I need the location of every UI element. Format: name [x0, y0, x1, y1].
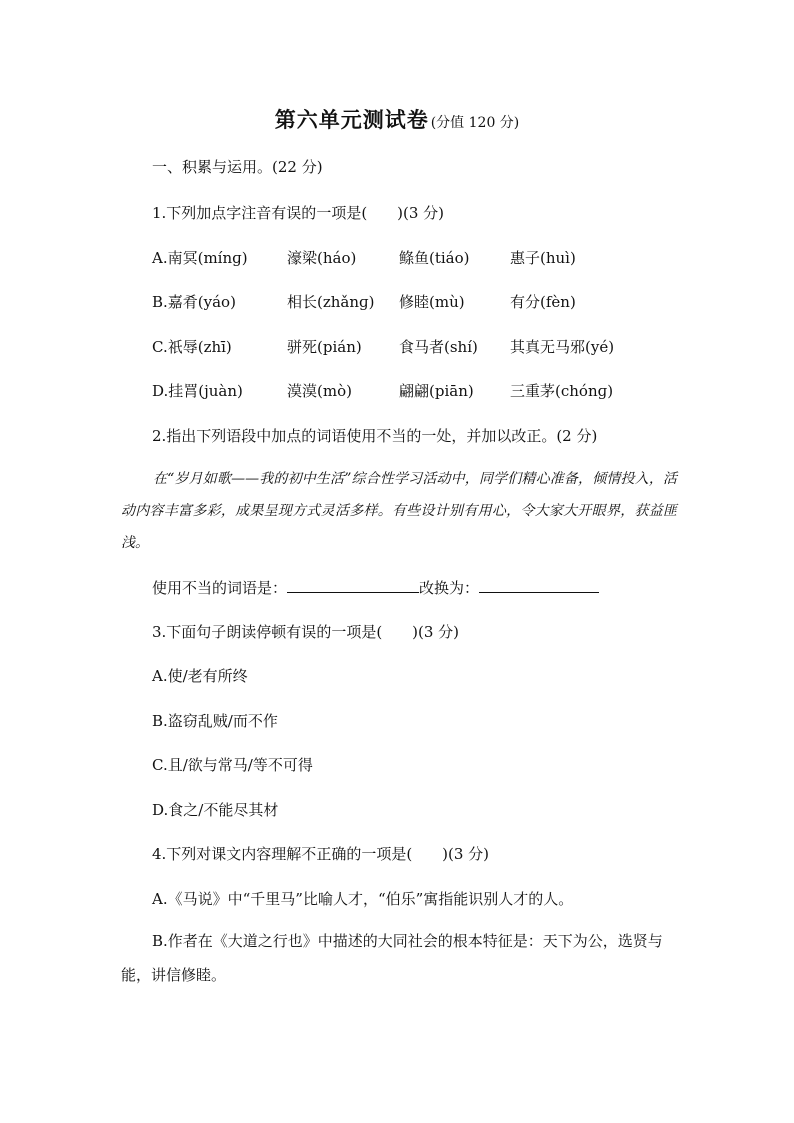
q2-answer-label-2: 改换为： — [419, 579, 480, 597]
q1-d-item-4: 三重茅(chónɡ) — [510, 382, 614, 400]
q3-option-d: D.食之/不能尽其材 — [152, 801, 279, 819]
q3-option-a: A.使/老有所终 — [152, 667, 248, 685]
q1-b-item-4: 有分(fèn) — [510, 293, 576, 311]
q2-answer-label-1: 使用不当的词语是： — [152, 579, 288, 597]
q1-a-item-3: 鲦鱼(tiáo) — [399, 249, 470, 267]
q1-a-item-4: 惠子(huì) — [510, 249, 576, 267]
q1-c-item-2: 骈死(pián) — [287, 338, 362, 356]
q1-c-item-3: 食马者(shí) — [399, 338, 478, 356]
question-2-stem: 2.指出下列语段中加点的词语使用不当的一处，并加以改正。(2 分) — [152, 427, 598, 445]
q1-d-item-1: D.挂罥(juàn) — [152, 382, 243, 400]
q1-b-item-1: B.嘉肴(yáo) — [152, 293, 236, 311]
title-score: (分值 120 分) — [430, 115, 520, 131]
q4-option-a: A.《马说》中“千里马”比喻人才，“伯乐”寓指能识别人才的人。 — [152, 890, 574, 908]
q1-c-item-1: C.祇辱(zhī) — [152, 338, 232, 356]
q1-b-item-3: 修睦(mù) — [399, 293, 465, 311]
q1-b-item-2: 相长(zhǎnɡ) — [287, 293, 375, 311]
q1-a-item-2: 濠梁(háo) — [287, 249, 357, 267]
q2-wrong-word-blank[interactable] — [287, 578, 419, 593]
q2-passage: 在“岁月如歌——我的初中生活”综合性学习活动中，同学们精心准备，倾情投入，活动内容丰富多彩，成果呈现方式灵活多样。有些设计别有用心，令大家大开眼界，获益匪浅。 — [121, 471, 677, 551]
q3-option-b: B.盗窃乱贼/而不作 — [152, 712, 278, 730]
question-1-stem: 1.下列加点字注音有误的一项是( )(3 分) — [152, 204, 445, 222]
title-main: 第六单元测试卷 — [274, 107, 429, 132]
question-4-stem: 4.下列对课文内容理解不正确的一项是( )(3 分) — [152, 845, 490, 863]
q3-option-c: C.且/欲与常马/等不可得 — [152, 756, 313, 774]
q1-d-item-2: 漠漠(mò) — [287, 382, 352, 400]
q2-replacement-blank[interactable] — [479, 578, 599, 593]
q1-a-item-1: A.南冥(mínɡ) — [152, 249, 248, 267]
q2-answer-line — [152, 577, 599, 598]
page-title — [0, 104, 794, 134]
q1-c-item-4: 其真无马邪(yé) — [510, 338, 615, 356]
section-heading: 一、积累与运用。(22 分) — [152, 158, 323, 176]
q4-option-b: B.作者在《大道之行也》中描述的大同社会的根本特征是：天下为公，选贤与能，讲信修睦。 — [121, 932, 663, 984]
question-3-stem: 3.下面句子朗读停顿有误的一项是( )(3 分) — [152, 623, 460, 641]
q1-d-item-3: 翩翩(piān) — [399, 382, 474, 400]
